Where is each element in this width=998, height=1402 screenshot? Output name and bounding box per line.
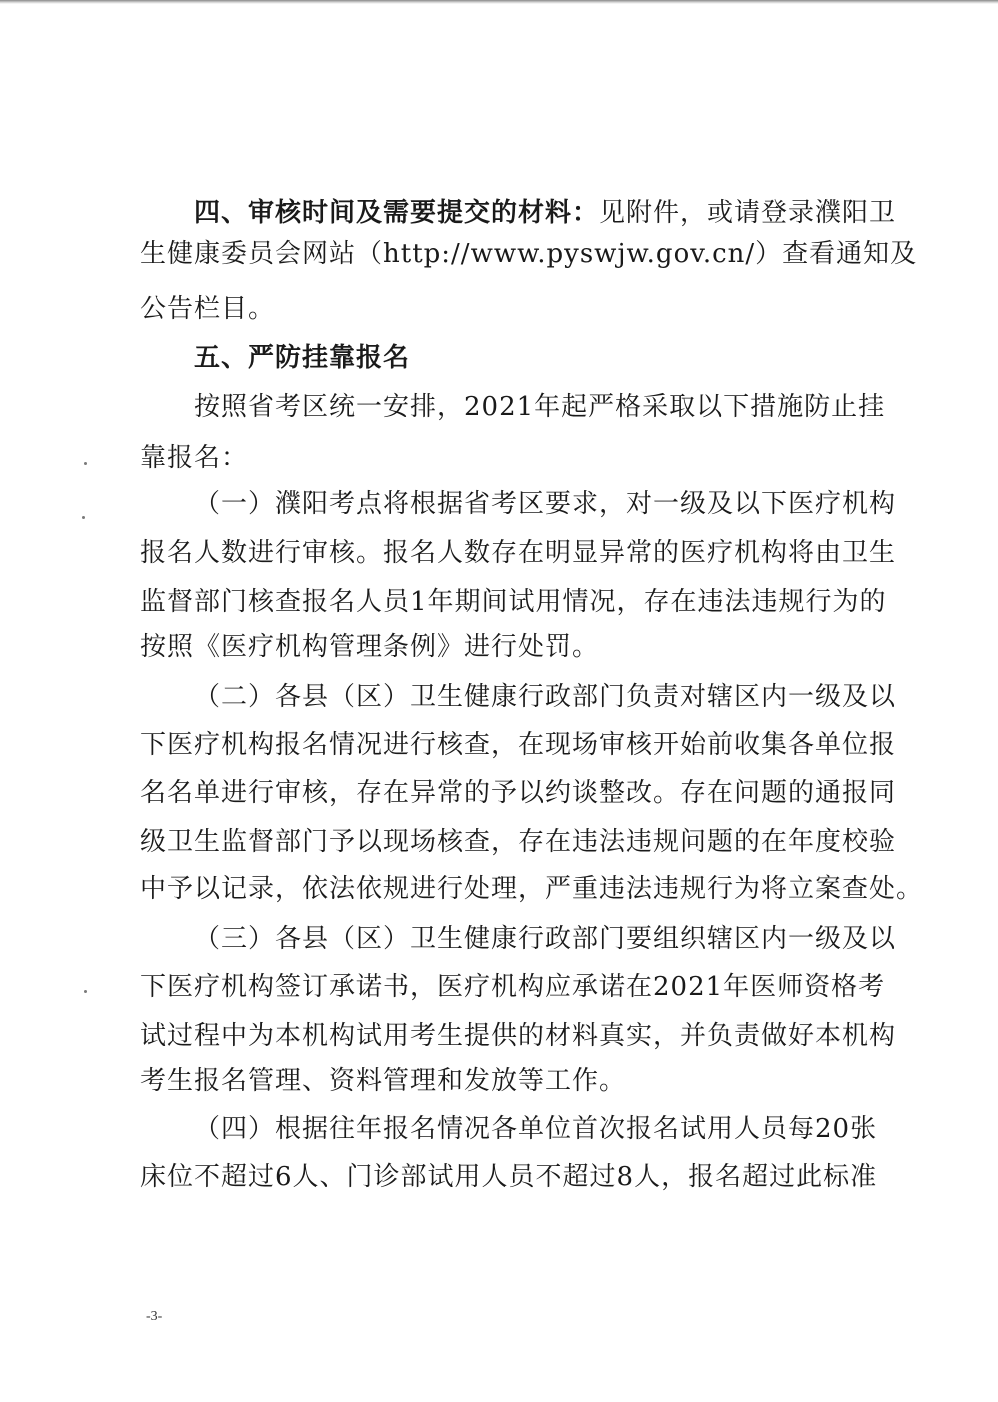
text-line bbox=[0, 1064, 998, 1098]
text-line bbox=[0, 1019, 998, 1053]
paragraph-text: （二）各县（区）卫生健康行政部门负责对辖区内一级及以 bbox=[194, 682, 897, 712]
text-line bbox=[0, 825, 998, 859]
paragraph-text: 见附件，或请登录濮阳卫 bbox=[599, 198, 897, 228]
paragraph-text: （一）濮阳考点将根据省考区要求，对一级及以下医疗机构 bbox=[194, 489, 897, 519]
paragraph-text: 考生报名管理、资料管理和发放等工作。 bbox=[140, 1066, 627, 1096]
paragraph-text: 床位不超过6人、门诊部试用人员不超过8人，报名超过此标准 bbox=[140, 1162, 878, 1192]
section-heading: 五、严防挂靠报名 bbox=[194, 343, 411, 373]
text-line bbox=[0, 441, 998, 475]
text-line bbox=[0, 1112, 998, 1146]
paragraph-text: 试过程中为本机构试用考生提供的材料真实，并负责做好本机构 bbox=[140, 1021, 897, 1051]
paragraph-text: 生健康委员会网站（http://www.pyswjw.gov.cn/）查看通知及 bbox=[140, 239, 918, 269]
paragraph-text: 下医疗机构签订承诺书，医疗机构应承诺在2021年医师资格考 bbox=[140, 972, 886, 1002]
paragraph-text: （四）根据往年报名情况各单位首次报名试用人员每20张 bbox=[194, 1114, 878, 1144]
paragraph-text: 公告栏目。 bbox=[140, 294, 276, 324]
section-heading: 四、审核时间及需要提交的材料： bbox=[194, 198, 600, 228]
text-line bbox=[0, 390, 998, 424]
paragraph-text: 监督部门核查报名人员1年期间试用情况，存在违法违规行为的 bbox=[140, 587, 887, 617]
text-line bbox=[0, 536, 998, 570]
text-line bbox=[0, 585, 998, 619]
text-line bbox=[0, 237, 998, 271]
paragraph-text: 名名单进行审核，存在异常的予以约谈整改。存在问题的通报同 bbox=[140, 778, 897, 808]
text-line bbox=[0, 487, 998, 521]
text-line bbox=[0, 776, 998, 810]
paragraph-text: 按照省考区统一安排，2021年起严格采取以下措施防止挂 bbox=[194, 392, 886, 422]
text-line bbox=[0, 872, 998, 906]
text-line bbox=[0, 1160, 998, 1194]
text-line bbox=[0, 196, 998, 230]
scan-top-edge bbox=[0, 0, 998, 4]
paragraph-text: 中予以记录，依法依规进行处理，严重违法违规行为将立案查处。 bbox=[140, 874, 924, 904]
text-line bbox=[0, 630, 998, 664]
text-line bbox=[0, 970, 998, 1004]
paragraph-text: 靠报名： bbox=[140, 443, 249, 473]
paragraph-text: （三）各县（区）卫生健康行政部门要组织辖区内一级及以 bbox=[194, 924, 897, 954]
text-line bbox=[0, 680, 998, 714]
text-line bbox=[0, 728, 998, 762]
paragraph-text: 报名人数进行审核。报名人数存在明显异常的医疗机构将由卫生 bbox=[140, 538, 897, 568]
page-number: -3- bbox=[146, 1309, 163, 1324]
text-line bbox=[0, 292, 998, 326]
text-line bbox=[0, 341, 998, 375]
paragraph-text: 下医疗机构报名情况进行核查，在现场审核开始前收集各单位报 bbox=[140, 730, 897, 760]
text-line bbox=[0, 922, 998, 956]
paragraph-text: 按照《医疗机构管理条例》进行处罚。 bbox=[140, 632, 600, 662]
paragraph-text: 级卫生监督部门予以现场核查，存在违法违规问题的在年度校验 bbox=[140, 827, 897, 857]
